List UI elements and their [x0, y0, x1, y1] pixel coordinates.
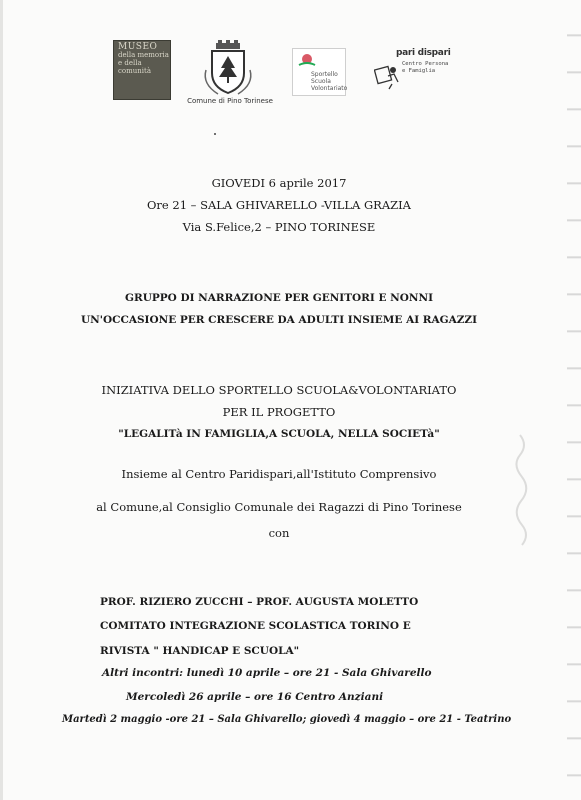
sv-logo-line: Sportello	[311, 71, 338, 78]
paridispari-people-icon	[374, 62, 402, 90]
speakers-names: PROF. RIZIERO ZUCCHI – PROF. AUGUSTA MOLETTO	[100, 596, 419, 608]
event-subtitle: UN'OCCASIONE PER CRESCERE DA ADULTI INSIEME AI RAGAZZI	[80, 314, 478, 326]
paridispari-logo-title: pari dispari	[396, 48, 451, 58]
partners-line-2: al Comune,al Consiglio Comunale dei Ragazzi di Pino Torinese	[96, 500, 462, 514]
scan-left-edge	[0, 0, 3, 800]
initiative-line-2: PER IL PROGETTO	[222, 405, 336, 419]
paridispari-logo-line: Centro Persona	[402, 61, 449, 67]
other-meetings-line-3: Martedì 2 maggio -ore 21 – Sala Ghivarello; giovedì 4 maggio – ore 21 - Teatrino	[62, 714, 512, 725]
paridispari-logo	[372, 48, 452, 94]
event-date: GIOVEDI 6 aprile 2017	[211, 176, 347, 190]
museo-logo-line: comunità	[118, 67, 152, 75]
partners-line-1: Insieme al Centro Paridispari,all'Istituto Comprensivo	[121, 467, 437, 481]
sv-logo-line: Volontariato	[311, 85, 348, 92]
museo-logo-title: MUSEO	[118, 42, 158, 52]
event-address: Via S.Felice,2 – PINO TORINESE	[182, 220, 376, 234]
other-meetings-line-1: Altri incontri: lunedì 10 aprile – ore 21 - Sala Ghivarello	[102, 667, 432, 679]
partners-line-3: con	[268, 526, 290, 540]
museo-logo-line: della memoria	[118, 51, 169, 59]
project-title: "LEGALITà IN FAMIGLIA,A SCUOLA, NELLA SOCIETà"	[118, 428, 440, 440]
speakers-committee: COMITATO INTEGRAZIONE SCOLASTICA TORINO E	[100, 620, 411, 632]
event-title: GRUPPO DI NARRAZIONE PER GENITORI E NONNI	[125, 292, 433, 304]
scan-speck	[214, 133, 216, 135]
initiative-line-1: INIZIATIVA DELLO SPORTELLO SCUOLA&VOLONTARIATO	[101, 383, 457, 397]
sportello-scuola-volontariato-logo	[292, 48, 346, 96]
faint-handwriting-bleedthrough	[500, 430, 540, 550]
speakers-magazine: RIVISTA " HANDICAP E SCUOLA"	[100, 645, 300, 657]
scan-right-edge	[567, 0, 581, 800]
museo-logo-line: e della	[118, 59, 142, 67]
sv-logo-line: Scuola	[311, 78, 331, 85]
comune-caption: Comune di Pino Torinese	[187, 97, 273, 105]
event-time-place: Ore 21 – SALA GHIVARELLO -VILLA GRAZIA	[147, 198, 411, 212]
paridispari-logo-line: e Famiglia	[402, 67, 436, 74]
other-meetings-line-2: Mercoledì 26 aprile – ore 16 Centro Anziani	[126, 691, 384, 703]
museo-logo	[113, 40, 171, 100]
comune-crest-icon	[198, 40, 258, 98]
